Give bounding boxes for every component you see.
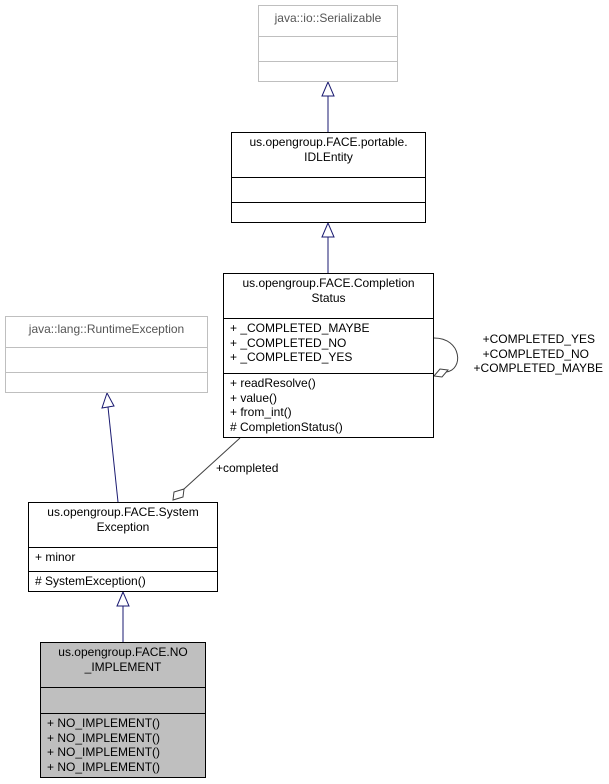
operation-no-implement-1: + NO_IMPLEMENT() [47, 716, 161, 730]
attributes-section [41, 687, 205, 713]
attribute-completed-yes: + _COMPLETED_YES [230, 350, 353, 364]
operation-constructor: # CompletionStatus() [230, 419, 343, 434]
attributes-section [232, 177, 425, 202]
operations-section [29, 571, 217, 595]
operations-section [259, 61, 397, 83]
operation-read-resolve: + readResolve() [230, 376, 316, 390]
self-association-labels [455, 332, 603, 376]
attribute-minor: + minor [35, 550, 76, 564]
attribute-completed-maybe: + _COMPLETED_MAYBE [230, 321, 370, 335]
operation-no-implement-3: + NO_IMPLEMENT() [47, 745, 161, 759]
class-title: java::lang::RuntimeException [28, 322, 185, 336]
operation-from-int: + from_int() [230, 405, 292, 419]
class-title: us.opengroup.FACE.NO _IMPLEMENT [58, 645, 188, 674]
class-idl-entity[interactable] [231, 132, 426, 223]
inheritance-arrow-runtimeexception [102, 393, 114, 408]
attributes-section [6, 347, 207, 372]
class-no-implement[interactable] [40, 642, 206, 778]
operation-value: + value() [230, 390, 278, 405]
edge-label-completed-no: +COMPLETED_NO [482, 346, 589, 361]
attributes-section [259, 36, 397, 61]
class-title: us.opengroup.FACE.System Exception [47, 505, 199, 534]
edge-label-completed-maybe: +COMPLETED_MAYBE [473, 361, 603, 375]
attribute-completed-no: + _COMPLETED_NO [230, 335, 347, 350]
edge-label-completed: +completed [216, 461, 279, 475]
class-completion-status[interactable] [223, 273, 434, 438]
class-title: java::io::Serializable [274, 11, 382, 25]
attributes-section [29, 547, 217, 571]
edge-systemexception-to-runtimeexception [108, 407, 118, 502]
operations-section [232, 202, 425, 226]
class-title: us.opengroup.FACE.Completion Status [242, 276, 415, 305]
operation-constructor: # SystemException() [35, 574, 146, 588]
class-title: us.opengroup.FACE.portable. IDLEntity [249, 135, 408, 164]
edge-label-completed-yes: +COMPLETED_YES [482, 332, 595, 346]
operations-section [41, 713, 205, 781]
attributes-section [224, 318, 433, 373]
operation-no-implement-2: + NO_IMPLEMENT() [47, 730, 161, 745]
aggregation-diamond-self [434, 369, 448, 377]
inheritance-arrow-serializable [322, 82, 334, 96]
operations-section [6, 372, 207, 394]
class-serializable[interactable] [258, 5, 398, 82]
operations-section [224, 373, 433, 441]
class-system-exception[interactable] [28, 502, 218, 592]
aggregation-diamond-completed [173, 489, 184, 500]
operation-no-implement-4: + NO_IMPLEMENT() [47, 759, 161, 774]
class-runtime-exception[interactable] [5, 316, 208, 393]
